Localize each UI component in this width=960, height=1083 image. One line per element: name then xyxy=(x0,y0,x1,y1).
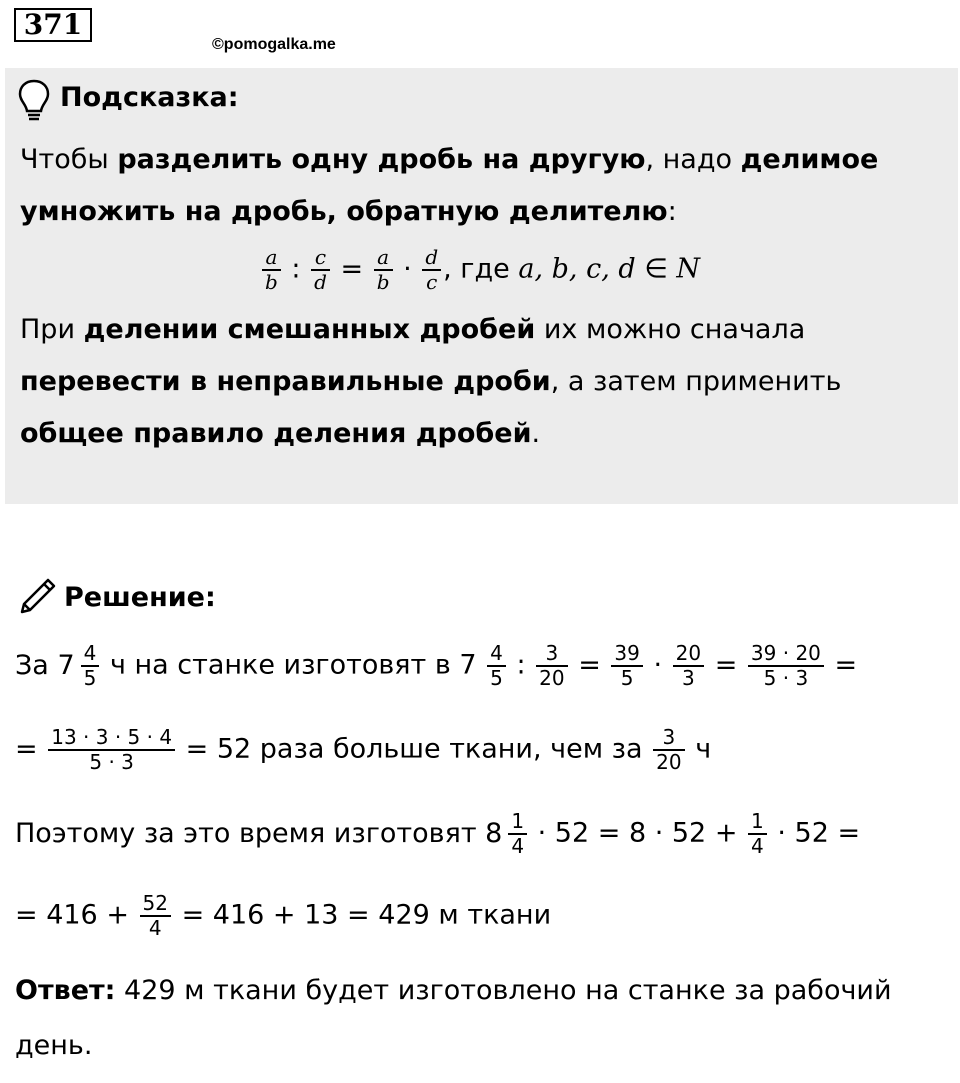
answer-line-2: день. xyxy=(15,1030,93,1061)
hint-line-2: умножить на дробь, обратную делителю: xyxy=(20,196,677,227)
problem-number: 371 xyxy=(14,8,92,42)
solution-title: Решение: xyxy=(64,582,216,613)
solution-line-3: Поэтому за это время изготовят 8 $\frac{1}{4}$ · 52 = 8 · 52 + $\frac{1}{4}$ · 52 = xyxy=(15,809,861,858)
pencil-icon xyxy=(18,576,58,616)
answer-line: Ответ: 429 м ткани будет изготовлено на станке за рабочий xyxy=(15,975,892,1006)
hint-line-1: Чтобы разделить одну дробь на другую, надо делимое xyxy=(20,144,879,175)
hint-line-5: общее правило деления дробей. xyxy=(20,418,541,449)
hint-panel xyxy=(5,68,958,504)
fraction-d-c: $\frac{d}{c}$ xyxy=(422,246,441,294)
hint-formula: $\frac{a}{b}$ : $\frac{c}{d}$ = $\frac{a}{b}$ · $\frac{d}{c}$ , где a, b, c, d ∈ N xyxy=(260,246,700,294)
solution-line-2: = $\frac{13 \cdot 3 \cdot 5 \cdot 4}{5 \cdot 3}$ = 52 раза больше ткани, чем за $\frac{3}{20}$ ч xyxy=(15,725,712,774)
fraction-a-b: $\frac{a}{b}$ xyxy=(374,246,393,294)
hint-line-3: При делении смешанных дробей их можно сначала xyxy=(20,314,806,345)
hint-title: Подсказка: xyxy=(60,82,239,113)
fraction-a-b: $\frac{a}{b}$ xyxy=(262,246,281,294)
lightbulb-icon xyxy=(17,78,51,122)
solution-line-4: = 416 + $\frac{52}{4}$ = 416 + 13 = 429 м ткани xyxy=(15,891,552,940)
watermark: ©pomogalka.me xyxy=(212,36,336,53)
fraction-c-d: $\frac{c}{d}$ xyxy=(311,246,330,294)
hint-line-4: перевести в неправильные дроби, а затем применить xyxy=(20,366,842,397)
solution-line-1: За 7 $\frac{4}{5}$ ч на станке изготовят в 7 $\frac{4}{5}$ : $\frac{3}{20}$ = $\frac{39}{5}$ · $\frac{20}{3}$ = $\frac{39 \cdot 20}{5 \cdot 3}$ = xyxy=(15,641,858,690)
